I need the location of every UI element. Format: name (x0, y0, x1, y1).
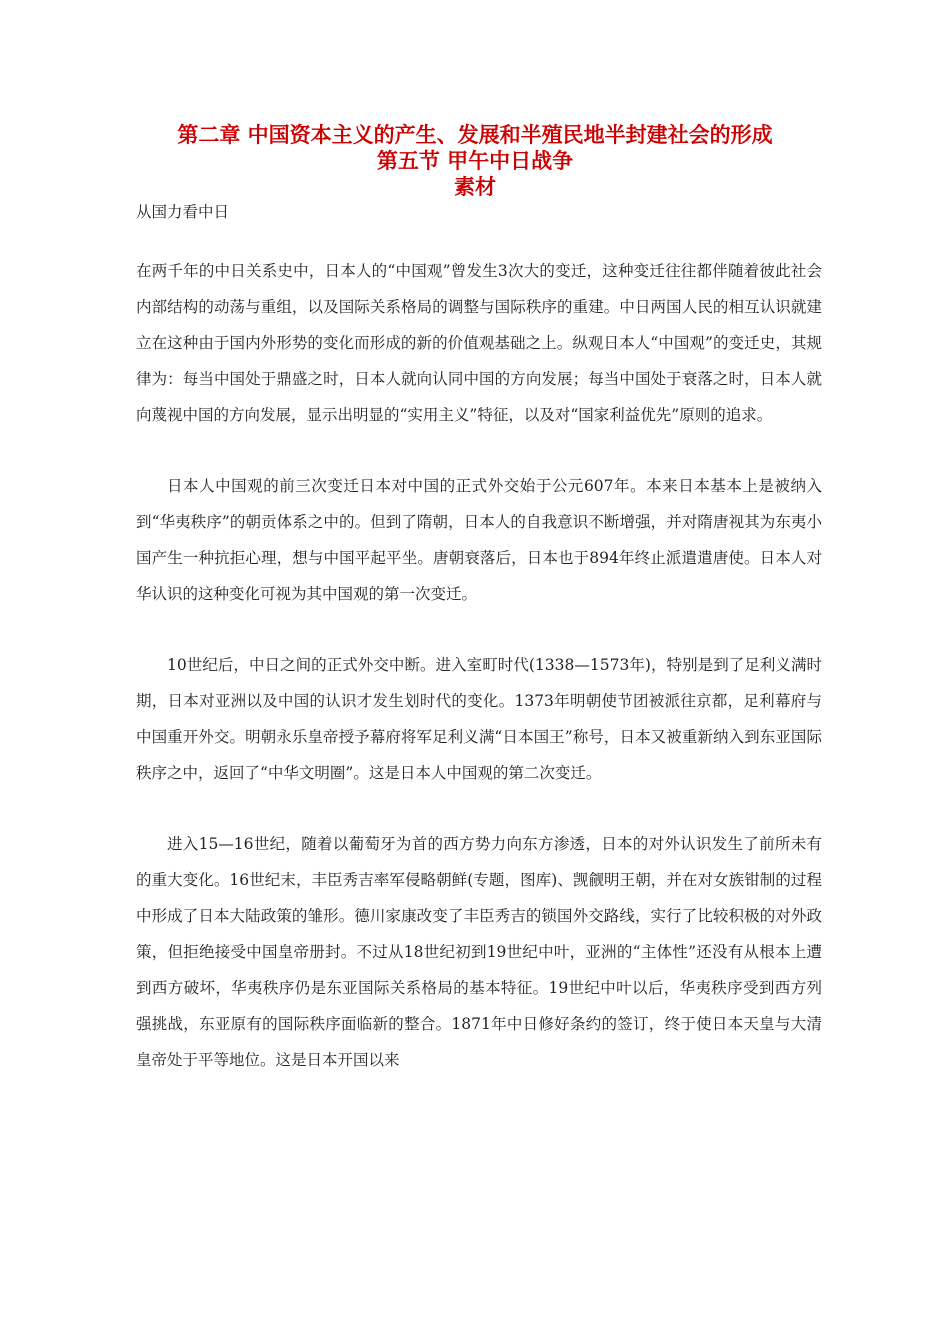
paragraph-2: 日本人中国观的前三次变迁日本对中国的正式外交始于公元607年。本来日本基本上是被纳入到“华夷秩序”的朝贡体系之中的。但到了隋朝，日本人的自我意识不断增强，并对隋唐视其为东夷小国产生一种抗拒心理，想与中国平起平坐。唐朝衰落后，日本也于894年终止派遣遣唐使。日本人对华认识的这种变化可视为其中国观的第一次变迁。 (136, 477, 822, 603)
section-title: 第五节 甲午中日战争 (376, 149, 574, 173)
chapter-title: 第二章 中国资本主义的产生、发展和半殖民地半封建社会的形成 (177, 123, 773, 147)
paragraph-3: 10世纪后，中日之间的正式外交中断。进入室町时代(1338—1573年)，特别是到了足利义满时期，日本对亚洲以及中国的认识才发生划时代的变化。1373年明朝使节团被派往京都，足利幕府与中国重开外交。明朝永乐皇帝授予幕府将军足利义满“日本国王”称号，日本又被重新纳入到东亚国际秩序之中，返回了“中华文明圈”。这是日本人中国观的第二次变迁。 (136, 656, 822, 782)
title-block (0, 122, 950, 200)
subheading: 从国力看中日 (136, 203, 230, 221)
material-title: 素材 (454, 175, 496, 199)
paragraph-1: 在两千年的中日关系史中，日本人的“中国观”曾发生3次大的变迁，这种变迁往往都伴随着彼此社会内部结构的动荡与重组，以及国际关系格局的调整与国际秩序的重建。中日两国人民的相互认识就建立在这种由于国内外形势的变化而形成的新的价值观基础之上。纵观日本人“中国观”的变迁史，其规律为：每当中国处于鼎盛之时，日本人就向认同中国的方向发展；每当中国处于衰落之时，日本人就向蔑视中国的方向发展，显示出明显的“实用主义”特征，以及对“国家利益优先”原则的追求。 (136, 262, 822, 424)
document-body (136, 253, 822, 1113)
paragraph-4: 进入15—16世纪，随着以葡萄牙为首的西方势力向东方渗透，日本的对外认识发生了前所未有的重大变化。16世纪末，丰臣秀吉率军侵略朝鲜(专题，图库)、觊觎明王朝，并在对女族钳制的过程中形成了日本大陆政策的雏形。德川家康改变了丰臣秀吉的锁国外交路线，实行了比较积极的对外政策，但拒绝接受中国皇帝册封。不过从18世纪初到19世纪中叶，亚洲的“主体性”还没有从根本上遭到西方破坏，华夷秩序仍是东亚国际关系格局的基本特征。19世纪中叶以后，华夷秩序受到西方列强挑战，东亚原有的国际秩序面临新的整合。1871年中日修好条约的签订，终于使日本天皇与大清皇帝处于平等地位。这是日本开国以来 (136, 835, 822, 1069)
